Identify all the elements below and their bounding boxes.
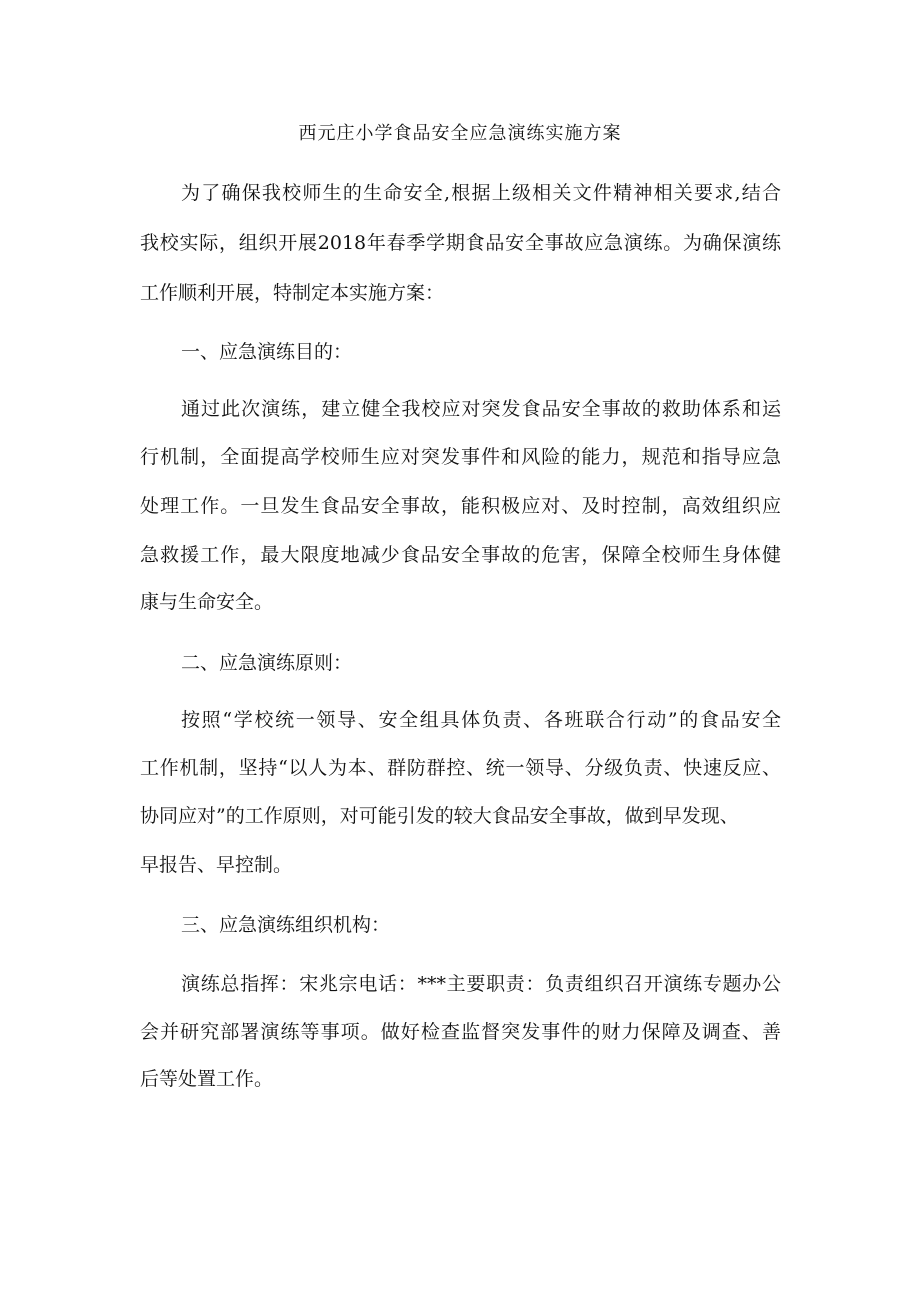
section-2-line-1: 按照“学校统一领导、安全组具体负责、各班联合行动”的食品安全 [181, 709, 781, 731]
section-2-heading: 二、应急演练原则： [181, 652, 353, 674]
section-1-line-1: 通过此次演练，建立健全我校应对突发食品安全事故的救助体系和运 [181, 398, 781, 420]
intro-line-3: 工作顺利开展，特制定本实施方案： [140, 282, 445, 304]
section-1-line-4: 急救援工作，最大限度地减少食品安全事故的危害，保障全校师生身体健 [140, 544, 781, 566]
section-3-line-3: 后等处置工作。 [140, 1068, 274, 1090]
section-2-line-4: 早报告、早控制。 [140, 854, 293, 876]
section-1-heading: 一、应急演练目的： [181, 341, 353, 363]
section-2-line-3: 协同应对”的工作原则，对可能引发的较大食品安全事故，做到早发现、 [140, 805, 739, 827]
intro-line-2: 我校实际，组织开展2018年春季学期食品安全事故应急演练。为确保演练 [140, 232, 781, 254]
document-title: 西元庄小学食品安全应急演练实施方案 [298, 123, 622, 144]
section-1-line-5: 康与生命安全。 [140, 591, 274, 613]
intro-line-1: 为了确保我校师生的生命安全,根据上级相关文件精神相关要求,结合 [181, 182, 781, 204]
section-3-line-2: 会并研究部署演练等事项。做好检查监督突发事件的财力保障及调查、善 [140, 1021, 781, 1043]
section-2-line-2: 工作机制，坚持“以人为本、群防群控、统一领导、分级负责、快速反应、 [140, 757, 781, 779]
section-3-line-1: 演练总指挥：宋兆宗电话：***主要职责：负责组织召开演练专题办公 [181, 973, 781, 995]
section-1-line-3: 处理工作。一旦发生食品安全事故，能积极应对、及时控制，高效组织应 [140, 495, 781, 517]
section-1-line-2: 行机制，全面提高学校师生应对突发事件和风险的能力，规范和指导应急 [140, 446, 781, 468]
section-3-heading: 三、应急演练组织机构： [181, 914, 391, 936]
